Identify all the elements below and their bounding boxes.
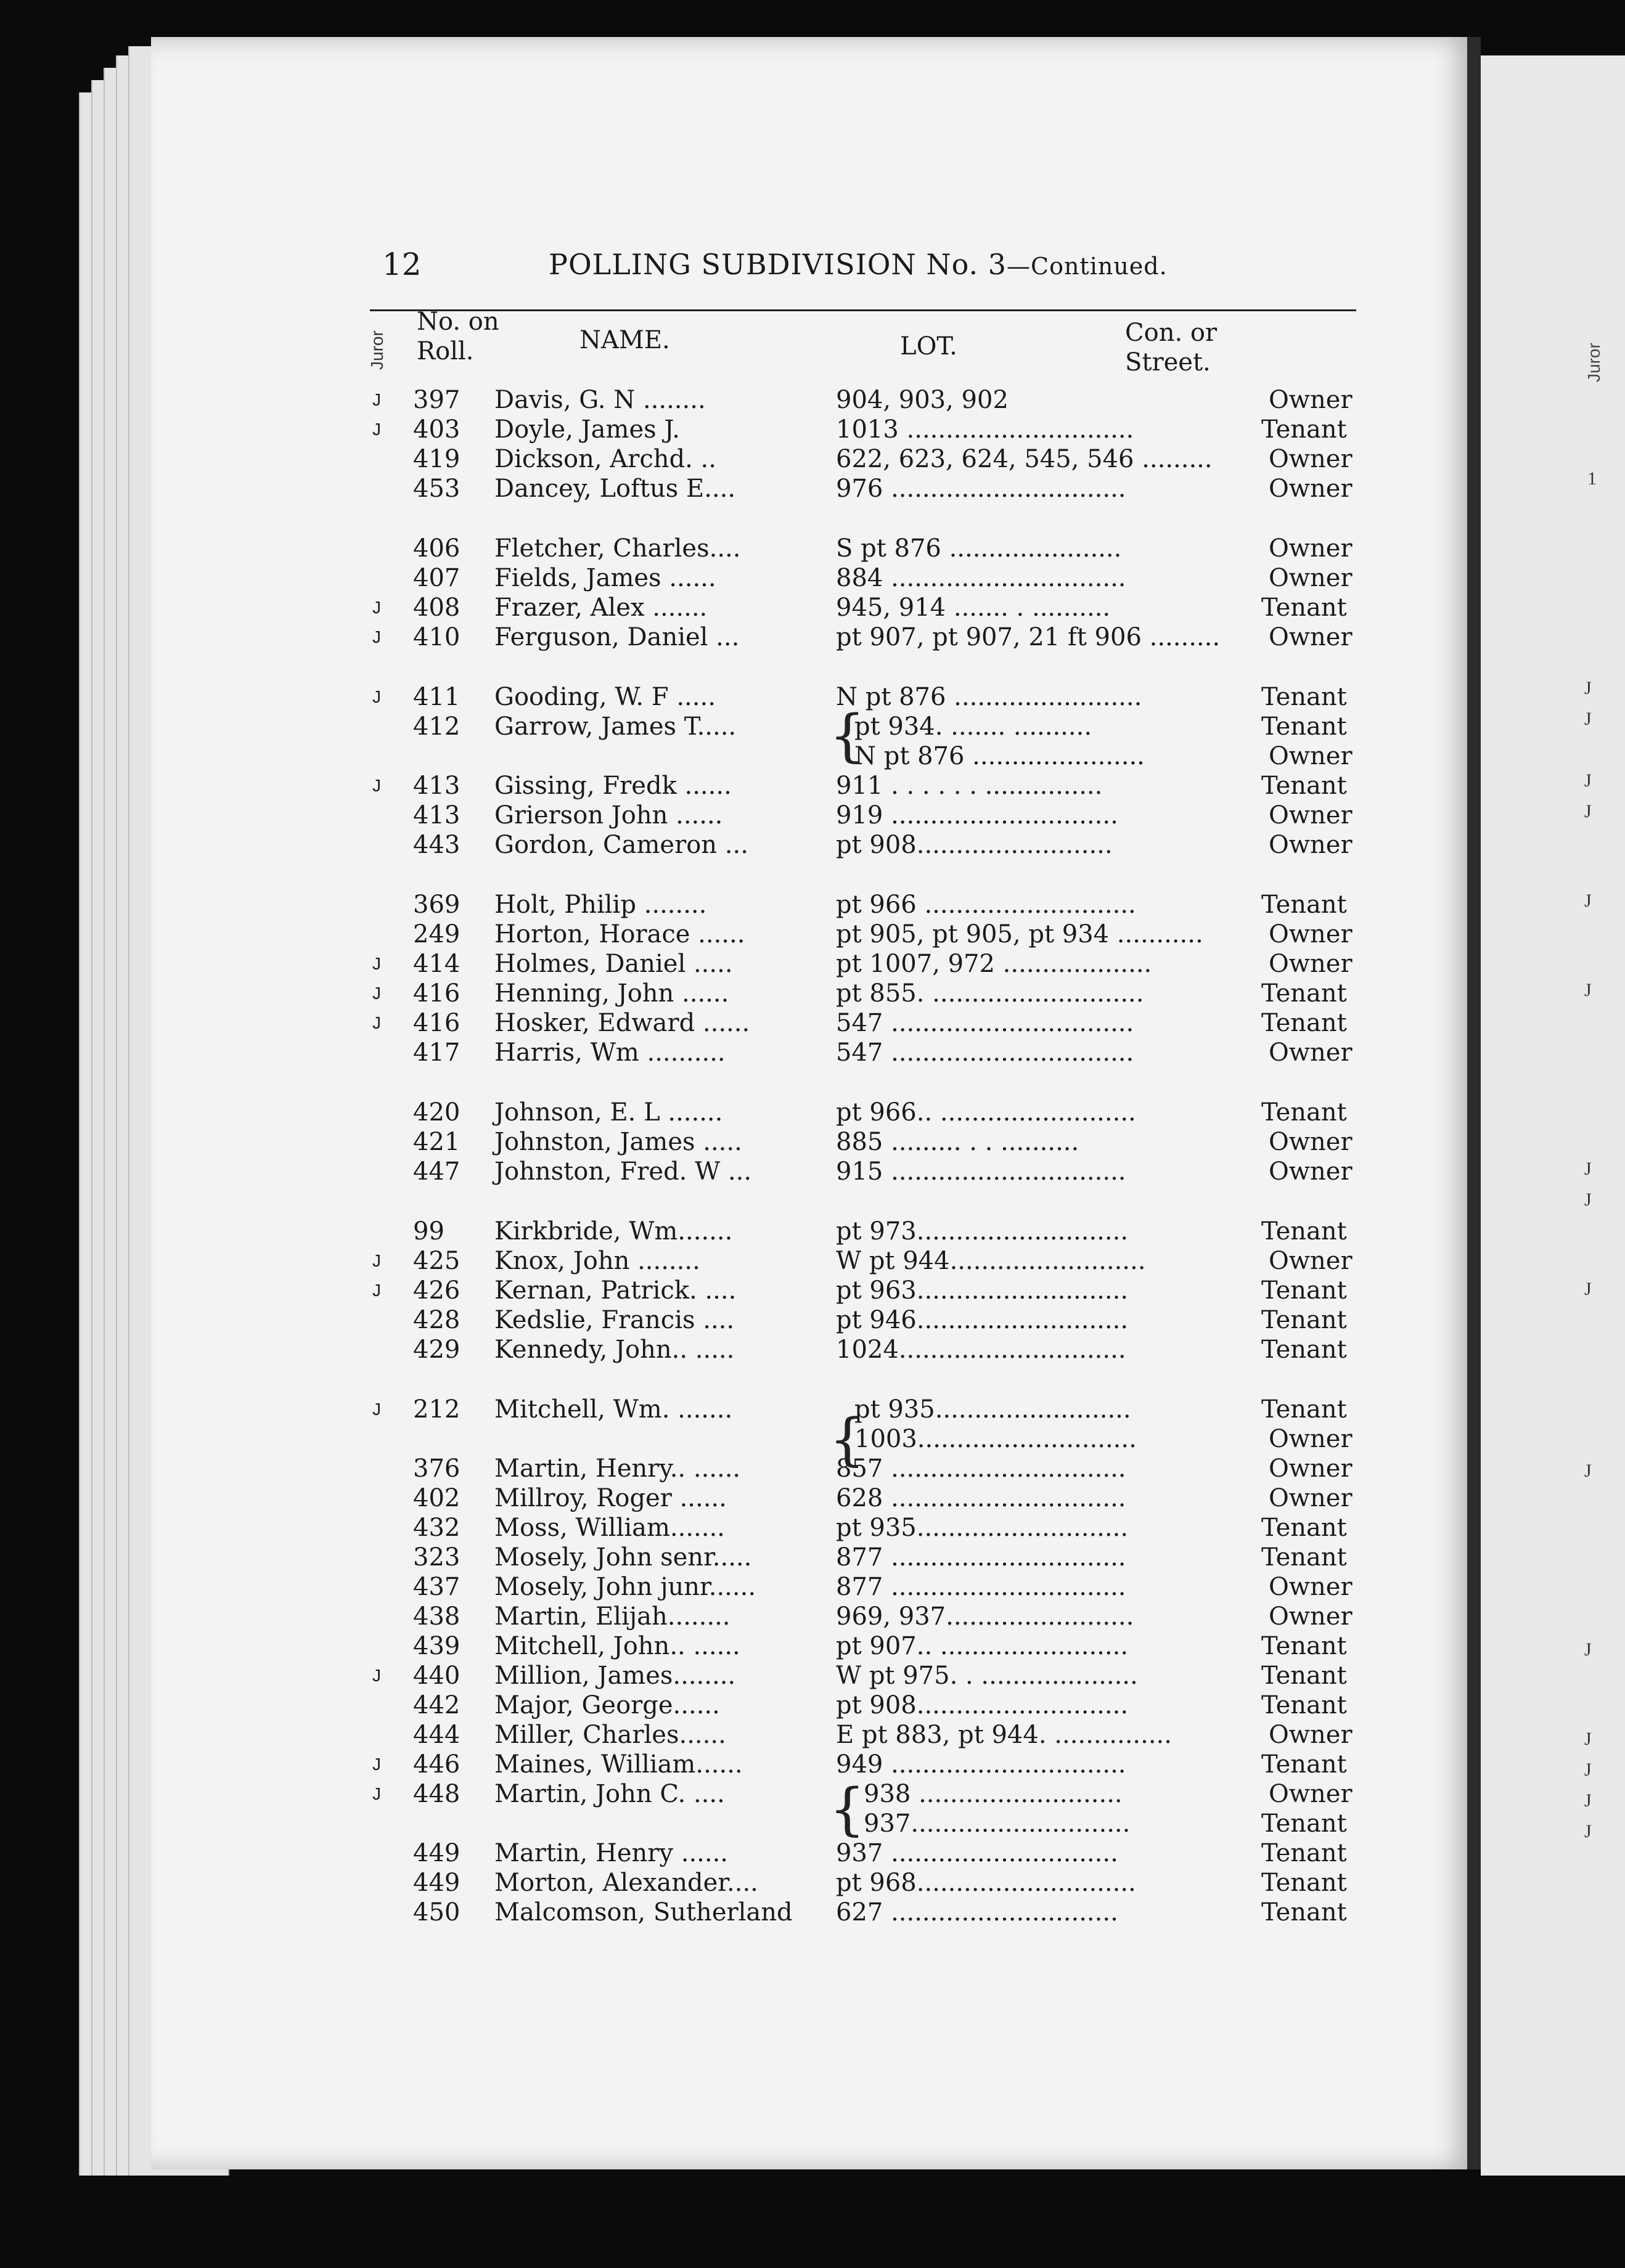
roll-number: 421	[413, 1128, 460, 1156]
roll-number: 450	[413, 1898, 460, 1927]
voter-name: Grierson John ......	[494, 801, 723, 830]
facing-page-mark: J	[1584, 1159, 1592, 1179]
voter-row	[370, 712, 1369, 741]
voter-row	[370, 1127, 1369, 1157]
lot-number: 969, 937........................	[836, 1602, 1134, 1631]
lot-number: 937 .............................	[836, 1839, 1118, 1867]
voter-row	[370, 1305, 1369, 1335]
lot-number: pt 1007, 972 ...................	[836, 950, 1152, 978]
roll-number: 429	[413, 1336, 460, 1364]
juror-mark: J	[372, 954, 381, 973]
lot-number: 628 ..............................	[836, 1484, 1126, 1512]
name-column-header: NAME.	[579, 326, 670, 354]
lot-number: N pt 876 ........................	[836, 683, 1142, 711]
title-number: No. 3	[926, 248, 1007, 281]
facing-page-mark: J	[1584, 980, 1592, 1000]
lot-number: 945, 914 ....... . ..........	[836, 594, 1111, 622]
lot-number: 885 ......... . . ..........	[836, 1128, 1079, 1156]
juror-mark: J	[372, 1666, 381, 1685]
voter-name: Mosely, John junr......	[494, 1573, 756, 1601]
tenure-status: Owner	[1269, 475, 1353, 503]
voter-name: Ferguson, Daniel ...	[494, 623, 740, 651]
voter-name: Miller, Charles......	[494, 1721, 726, 1749]
facing-page-mark: J	[1584, 1189, 1592, 1210]
lot-number: E pt 883, pt 944. ...............	[836, 1721, 1172, 1749]
roll-number: 411	[413, 683, 460, 711]
juror-mark: J	[372, 1784, 381, 1803]
voter-row	[370, 563, 1369, 593]
roll-number: 440	[413, 1662, 460, 1690]
tenure-status: Owner	[1269, 1721, 1353, 1749]
voter-row	[370, 801, 1369, 830]
roll-number: 408	[413, 594, 460, 622]
roll-number: 426	[413, 1276, 460, 1305]
lot-column-header: LOT.	[900, 332, 957, 361]
lot-number: 877 ..............................	[836, 1543, 1126, 1572]
tenure-status: Tenant	[1261, 1750, 1347, 1779]
voter-row	[370, 534, 1369, 563]
voter-name: Doyle, James J.	[494, 415, 681, 444]
roll-number: 442	[413, 1691, 460, 1719]
voter-name: Horton, Horace ......	[494, 920, 745, 948]
voter-row	[370, 1395, 1369, 1424]
tenure-status: Tenant	[1261, 594, 1347, 622]
lot-number: 976 ..............................	[836, 475, 1126, 503]
voter-row	[370, 1691, 1369, 1720]
tenure-status: Owner	[1269, 623, 1353, 651]
voter-row	[370, 1483, 1369, 1513]
lot-number: pt 946...........................	[836, 1306, 1129, 1334]
tenure-status: Tenant	[1261, 1009, 1347, 1037]
roll-number: 414	[413, 950, 460, 978]
street-header-line1: Con. or	[1125, 319, 1218, 347]
voter-name: Fields, James ......	[494, 564, 716, 592]
lot-number: pt 973...........................	[836, 1217, 1129, 1246]
lot-number: 627 .............................	[836, 1898, 1118, 1927]
voter-row	[370, 1750, 1369, 1779]
voter-name: Johnston, Fred. W ...	[494, 1157, 752, 1186]
roll-number: 407	[413, 564, 460, 592]
voter-row	[370, 979, 1369, 1008]
voter-row	[370, 830, 1369, 860]
voter-name: Mitchell, Wm. .......	[494, 1395, 733, 1424]
tenure-status: Owner	[1269, 920, 1353, 948]
voter-name: Gissing, Fredk ......	[494, 772, 732, 800]
voter-name: Mitchell, John.. ......	[494, 1632, 740, 1660]
roll-number: 413	[413, 772, 460, 800]
title-continued: —Continued.	[1007, 253, 1168, 280]
roll-number: 410	[413, 623, 460, 651]
voter-name: Kennedy, John.. .....	[494, 1336, 735, 1364]
lot-number: 857 ..............................	[836, 1454, 1126, 1483]
lot-number: pt 934. ....... ..........	[854, 712, 1092, 741]
roll-number: 397	[413, 386, 460, 414]
lot-number: W pt 944.........................	[836, 1247, 1146, 1275]
voter-name: Fletcher, Charles....	[494, 534, 741, 563]
roll-number: 446	[413, 1750, 460, 1779]
voter-row	[370, 1008, 1369, 1038]
voter-row	[370, 444, 1369, 474]
lot-number: 919 .............................	[836, 801, 1118, 830]
voter-row	[370, 593, 1369, 622]
lot-number: W pt 975. . ....................	[836, 1662, 1138, 1690]
lot-brace: {	[829, 1406, 866, 1472]
facing-page-juror-header: Juror	[1584, 343, 1603, 382]
roll-number: 425	[413, 1247, 460, 1275]
facing-page-mark: J	[1584, 770, 1592, 791]
tenure-status: Tenant	[1261, 712, 1347, 741]
tenure-status: Tenant	[1261, 683, 1347, 711]
tenure-status: Tenant	[1261, 1306, 1347, 1334]
tenure-status: Tenant	[1261, 1839, 1347, 1867]
roll-number: 443	[413, 831, 460, 859]
tenure-status: Tenant	[1261, 1514, 1347, 1542]
header-rule	[370, 309, 1356, 311]
lot-number: pt 908...........................	[836, 1691, 1129, 1719]
voter-row	[370, 1424, 1369, 1454]
tenure-status: Tenant	[1261, 1543, 1347, 1572]
voter-name: Million, James........	[494, 1662, 736, 1690]
facing-page-mark: J	[1584, 1461, 1592, 1481]
roll-number: 417	[413, 1038, 460, 1067]
voter-row	[370, 1898, 1369, 1927]
voter-name: Martin, Elijah........	[494, 1602, 731, 1631]
facing-page-mark: 1	[1587, 468, 1597, 489]
roll-number: 419	[413, 445, 460, 473]
roll-number: 402	[413, 1484, 460, 1512]
lot-number: 904, 903, 902	[836, 386, 1009, 414]
voter-row	[370, 474, 1369, 504]
facing-page-mark: J	[1584, 801, 1592, 822]
juror-mark: J	[372, 390, 381, 409]
voter-row	[370, 622, 1369, 652]
tenure-status: Owner	[1269, 1484, 1353, 1512]
tenure-status: Tenant	[1261, 1898, 1347, 1927]
facing-page-mark: J	[1584, 1729, 1592, 1749]
roll-number: 453	[413, 475, 460, 503]
voter-row	[370, 741, 1369, 771]
roll-number: 448	[413, 1780, 460, 1808]
voter-name: Moss, William.......	[494, 1514, 725, 1542]
street-header-line2: Street.	[1125, 348, 1211, 377]
roll-number: 416	[413, 979, 460, 1008]
facing-page-mark: J	[1584, 1790, 1592, 1811]
tenure-status: Owner	[1269, 742, 1353, 770]
voter-row	[370, 1572, 1369, 1602]
voter-row	[370, 1157, 1369, 1186]
tenure-status: Tenant	[1261, 1869, 1347, 1897]
roll-number: 413	[413, 801, 460, 830]
facing-page-mark: J	[1584, 891, 1592, 911]
roll-number: 406	[413, 534, 460, 563]
tenure-status: Tenant	[1261, 415, 1347, 444]
juror-mark: J	[372, 627, 381, 647]
voter-name: Holt, Philip ........	[494, 891, 707, 919]
juror-column-header: Juror	[367, 330, 387, 370]
voter-row	[370, 890, 1369, 920]
voter-name: Kedslie, Francis ....	[494, 1306, 735, 1334]
lot-number: pt 963...........................	[836, 1276, 1129, 1305]
facing-page-mark: J	[1584, 1760, 1592, 1780]
roll-header-line2: Roll.	[417, 337, 474, 365]
voter-row	[370, 771, 1369, 801]
tenure-status: Tenant	[1261, 1809, 1347, 1838]
tenure-status: Owner	[1269, 1247, 1353, 1275]
tenure-status: Tenant	[1261, 772, 1347, 800]
tenure-status: Tenant	[1261, 979, 1347, 1008]
voter-name: Dancey, Loftus E....	[494, 475, 736, 503]
voter-name: Hosker, Edward ......	[494, 1009, 750, 1037]
voter-row	[370, 1661, 1369, 1691]
book-gutter	[1467, 37, 1481, 2169]
roll-number: 323	[413, 1543, 460, 1572]
voter-row	[370, 1720, 1369, 1750]
roll-number: 428	[413, 1306, 460, 1334]
roll-number: 449	[413, 1839, 460, 1867]
lot-number: pt 855. ...........................	[836, 979, 1144, 1008]
voter-name: Johnston, James .....	[494, 1128, 742, 1156]
voter-name: Martin, Henry.. ......	[494, 1454, 741, 1483]
lot-number: 622, 623, 624, 545, 546 .........	[836, 445, 1213, 473]
voter-name: Kirkbride, Wm.......	[494, 1217, 733, 1246]
tenure-status: Tenant	[1261, 1395, 1347, 1424]
lot-number: 938 ..........................	[864, 1780, 1123, 1808]
page-number: 12	[382, 247, 422, 282]
roll-number: 439	[413, 1632, 460, 1660]
voter-name: Morton, Alexander....	[494, 1869, 758, 1897]
voter-name: Henning, John ......	[494, 979, 729, 1008]
roll-number: 420	[413, 1098, 460, 1127]
tenure-status: Tenant	[1261, 1336, 1347, 1364]
voter-name: Gooding, W. F .....	[494, 683, 716, 711]
roll-number-header	[417, 307, 499, 366]
facing-page-mark: J	[1584, 1279, 1592, 1299]
tenure-status: Owner	[1269, 445, 1353, 473]
lot-number: 915 ..............................	[836, 1157, 1126, 1186]
lot-number: pt 935...........................	[836, 1514, 1129, 1542]
voter-row	[370, 1868, 1369, 1898]
roll-number: 438	[413, 1602, 460, 1631]
voter-row	[370, 1513, 1369, 1543]
tenure-status: Tenant	[1261, 1632, 1347, 1660]
page-title	[549, 248, 1168, 281]
voter-row	[370, 385, 1369, 415]
roll-number: 99	[413, 1217, 444, 1246]
facing-page-mark: J	[1584, 1639, 1592, 1660]
tenure-status: Owner	[1269, 1157, 1353, 1186]
voter-row	[370, 1779, 1369, 1809]
juror-mark: J	[372, 1281, 381, 1300]
roll-number: 449	[413, 1869, 460, 1897]
lot-number: pt 907.. ........................	[836, 1632, 1129, 1660]
juror-mark: J	[372, 687, 381, 706]
voter-row	[370, 682, 1369, 712]
voter-name: Mosely, John senr.....	[494, 1543, 752, 1572]
juror-mark: J	[372, 776, 381, 795]
roll-number: 212	[413, 1395, 460, 1424]
voter-name: Gordon, Cameron ...	[494, 831, 748, 859]
juror-mark: J	[372, 984, 381, 1003]
facing-page-mark: J	[1584, 1821, 1592, 1842]
facing-page-mark: J	[1584, 709, 1592, 729]
lot-number: 911 . . . . . . ...............	[836, 772, 1103, 800]
lot-number: 949 ..............................	[836, 1750, 1126, 1779]
juror-mark: J	[372, 1013, 381, 1032]
voter-row	[370, 415, 1369, 444]
roll-number: 447	[413, 1157, 460, 1186]
voter-row	[370, 1335, 1369, 1364]
voter-name: Frazer, Alex .......	[494, 594, 708, 622]
voter-name: Knox, John ........	[494, 1247, 700, 1275]
juror-mark: J	[372, 1251, 381, 1270]
tenure-status: Owner	[1269, 1573, 1353, 1601]
voter-row	[370, 1543, 1369, 1572]
voter-row	[370, 920, 1369, 949]
voter-name: Davis, G. N ........	[494, 386, 706, 414]
tenure-status: Owner	[1269, 534, 1353, 563]
voter-row	[370, 1631, 1369, 1661]
voter-name: Garrow, James T.....	[494, 712, 737, 741]
voter-row	[370, 1809, 1369, 1838]
tenure-status: Tenant	[1261, 1276, 1347, 1305]
voter-row	[370, 949, 1369, 979]
lot-number: 1013 .............................	[836, 415, 1134, 444]
lot-number: pt 907, pt 907, 21 ft 906 .........	[836, 623, 1221, 651]
lot-number: 884 ..............................	[836, 564, 1126, 592]
lot-number: 547 ...............................	[836, 1009, 1134, 1037]
tenure-status: Owner	[1269, 1128, 1353, 1156]
tenure-status: Tenant	[1261, 1662, 1347, 1690]
tenure-status: Owner	[1269, 1780, 1353, 1808]
lot-number: pt 905, pt 905, pt 934 ...........	[836, 920, 1203, 948]
voter-row	[370, 1098, 1369, 1127]
title-main: POLLING SUBDIVISION	[549, 248, 917, 281]
voter-name: Dickson, Archd. ..	[494, 445, 716, 473]
lot-number: 937............................	[864, 1809, 1131, 1838]
voter-name: Harris, Wm ..........	[494, 1038, 726, 1067]
tenure-status: Owner	[1269, 1454, 1353, 1483]
roll-number: 416	[413, 1009, 460, 1037]
tenure-status: Tenant	[1261, 1217, 1347, 1246]
roll-number: 432	[413, 1514, 460, 1542]
facing-page-mark: J	[1584, 678, 1592, 698]
voter-name: Maines, William......	[494, 1750, 743, 1779]
tenure-status: Tenant	[1261, 891, 1347, 919]
voter-name: Millroy, Roger ......	[494, 1484, 727, 1512]
lot-number: pt 908.........................	[836, 831, 1113, 859]
tenure-status: Owner	[1269, 831, 1353, 859]
tenure-status: Owner	[1269, 564, 1353, 592]
voter-name: Martin, John C. ....	[494, 1780, 725, 1808]
roll-header-line1: No. on	[417, 308, 499, 336]
voter-name: Johnson, E. L .......	[494, 1098, 723, 1127]
voter-row	[370, 1838, 1369, 1868]
voter-name: Kernan, Patrick. ....	[494, 1276, 737, 1305]
juror-mark: J	[372, 420, 381, 439]
juror-mark: J	[372, 598, 381, 617]
voter-name: Major, George......	[494, 1691, 720, 1719]
roll-number: 376	[413, 1454, 460, 1483]
lot-number: N pt 876 ......................	[854, 742, 1145, 770]
lot-number: 1003............................	[854, 1425, 1137, 1453]
roll-number: 444	[413, 1721, 460, 1749]
roll-number: 403	[413, 415, 460, 444]
lot-number: pt 968............................	[836, 1869, 1136, 1897]
lot-number: pt 966.. .........................	[836, 1098, 1136, 1127]
voter-row	[370, 1217, 1369, 1246]
voter-name: Malcomson, Sutherland	[494, 1898, 793, 1927]
tenure-status: Owner	[1269, 386, 1353, 414]
juror-mark: J	[372, 1400, 381, 1419]
lot-number: S pt 876 ......................	[836, 534, 1122, 563]
voter-name: Martin, Henry ......	[494, 1839, 729, 1867]
voter-row	[370, 1454, 1369, 1483]
voter-name: Holmes, Daniel .....	[494, 950, 733, 978]
tenure-status: Owner	[1269, 1425, 1353, 1453]
lot-number: 877 ..............................	[836, 1573, 1126, 1601]
tenure-status: Owner	[1269, 1602, 1353, 1631]
voter-row	[370, 1038, 1369, 1067]
tenure-status: Owner	[1269, 950, 1353, 978]
lot-number: 547 ...............................	[836, 1038, 1134, 1067]
lot-number: pt 935.........................	[854, 1395, 1131, 1424]
lot-brace: {	[829, 1776, 866, 1842]
roll-number: 437	[413, 1573, 460, 1601]
lot-brace: {	[829, 703, 866, 769]
roll-number: 249	[413, 920, 460, 948]
tenure-status: Owner	[1269, 801, 1353, 830]
voter-row	[370, 1276, 1369, 1305]
tenure-status: Tenant	[1261, 1098, 1347, 1127]
voter-row	[370, 1246, 1369, 1276]
tenure-status: Tenant	[1261, 1691, 1347, 1719]
tenure-status: Owner	[1269, 1038, 1353, 1067]
roll-number: 412	[413, 712, 460, 741]
street-column-header	[1125, 318, 1217, 377]
lot-number: pt 966 ...........................	[836, 891, 1136, 919]
roll-number: 369	[413, 891, 460, 919]
juror-mark: J	[372, 1755, 381, 1774]
voter-row	[370, 1602, 1369, 1631]
lot-number: 1024.............................	[836, 1336, 1126, 1364]
